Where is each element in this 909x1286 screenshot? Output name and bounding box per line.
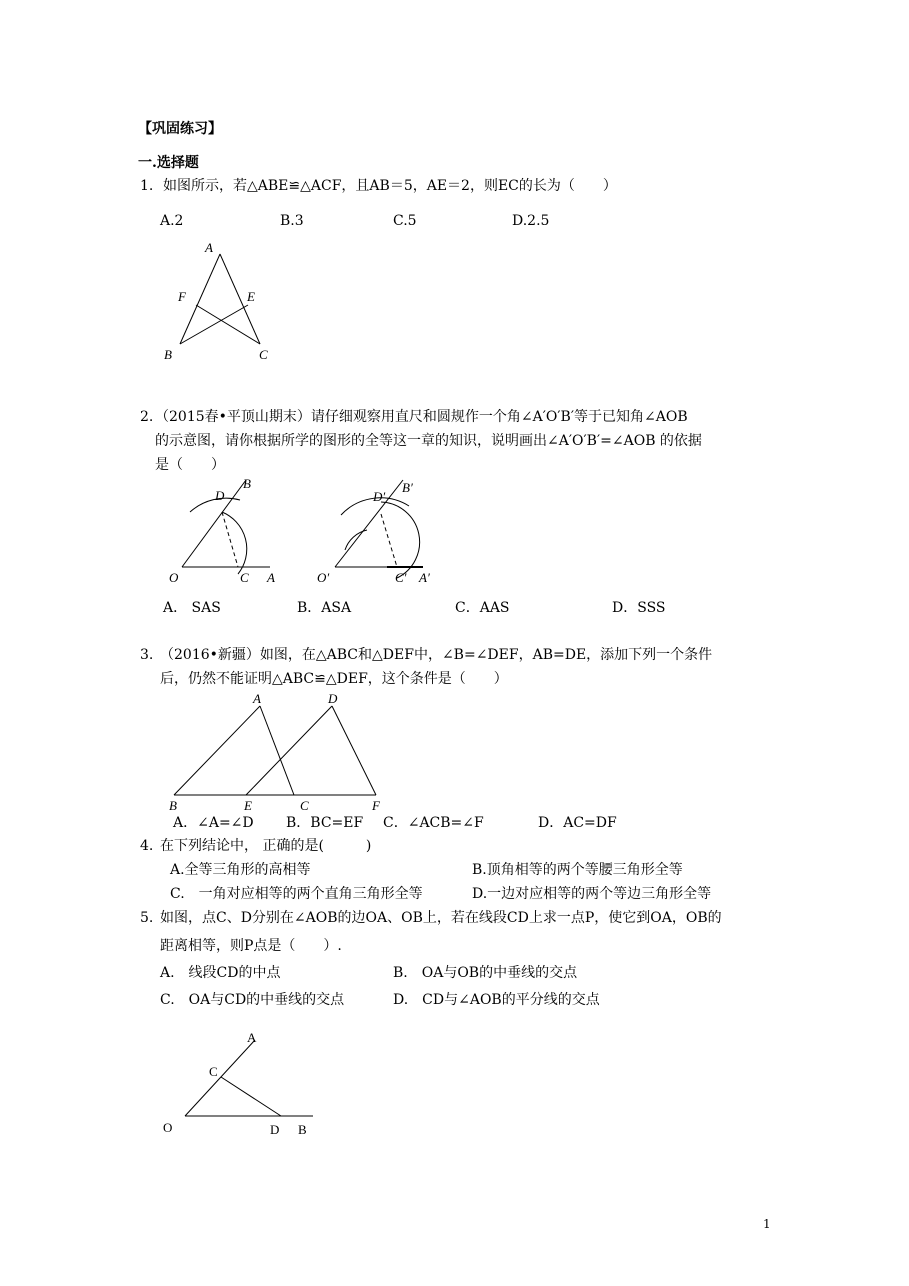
q3-figure xyxy=(160,688,400,816)
q4-option-a: A.全等三角形的高相等 xyxy=(170,862,311,878)
q2-right-label-b: B′ xyxy=(402,480,413,495)
q2-option-d: D．SSS xyxy=(612,600,666,616)
page-number: 1 xyxy=(763,1217,771,1231)
q1-option-b: B.3 xyxy=(280,213,304,229)
q2-right-label-a: A′ xyxy=(419,570,430,585)
q5-label-a: A xyxy=(247,1030,257,1045)
q2-option-a: A． SAS xyxy=(163,600,221,616)
q5-label-o: O xyxy=(163,1120,173,1135)
q1-stem: 如图所示，若△ABE≌△ACF，且AB＝5，AE＝2，则EC的长为（ ） xyxy=(163,178,617,194)
q2-left-label-o: O xyxy=(169,570,179,585)
q5-label-c: C xyxy=(209,1064,218,1079)
q2-option-c: C．AAS xyxy=(455,600,510,616)
q3-label-b: B xyxy=(169,798,177,813)
q4-stem: 在下列结论中， 正确的是( ) xyxy=(160,838,372,854)
q4-option-d: D.一边对应相等的两个等边三角形全等 xyxy=(472,886,712,902)
q2-right-label-d: D′ xyxy=(373,489,386,504)
q3-label-e: E xyxy=(244,798,252,813)
q2-left-label-a: A xyxy=(267,570,275,585)
q3-option-b: B．BC=EF xyxy=(286,815,364,831)
q4-option-c: C. 一角对应相等的两个直角三角形全等 xyxy=(170,886,423,902)
q2-left-label-b: B xyxy=(243,476,251,491)
q2-line3: 是（ ） xyxy=(155,457,225,473)
q3-line1: （2016•新疆）如图，在△ABC和△DEF中，∠B=∠DEF，AB=DE，添加下列一个条件 xyxy=(160,647,713,663)
q1-label-b: B xyxy=(164,347,172,362)
q3-option-d: D．AC=DF xyxy=(538,815,617,831)
q3-label-f: F xyxy=(372,798,380,813)
q1-label-a: A xyxy=(205,240,213,255)
q5-option-d: D. CD与∠AOB的平分线的交点 xyxy=(393,992,600,1008)
q5-line1: 如图，点C、D分别在∠AOB的边OA、OB上，若在线段CD上求一点P，使它到OA，OB的 xyxy=(160,910,722,926)
q5-label-d: D xyxy=(270,1122,280,1137)
q3-label-d: D xyxy=(328,691,338,706)
q2-left-label-c: C xyxy=(240,570,249,585)
q1-label-e: E xyxy=(247,289,255,304)
q1-option-d: D.2.5 xyxy=(512,213,550,229)
q2-left-label-d: D xyxy=(215,488,225,503)
q5-option-b: B. OA与OB的中垂线的交点 xyxy=(393,965,578,981)
q2-figure-left xyxy=(160,470,290,590)
q4-number: 4. xyxy=(140,838,154,854)
q1-label-f: F xyxy=(178,289,186,304)
q5-option-a: A. 线段CD的中点 xyxy=(160,965,281,981)
q3-option-a: A．∠A=∠D xyxy=(173,815,254,831)
q2-right-label-c: C′ xyxy=(395,570,407,585)
q1-option-a: A.2 xyxy=(160,213,184,229)
q1-label-c: C xyxy=(259,347,268,362)
q2-line2: 的示意图，请你根据所学的图形的全等这一章的知识，说明画出∠A′O′B′=∠AOB 的依据 xyxy=(155,433,702,449)
q1-figure xyxy=(150,232,290,372)
q2-figure-right xyxy=(305,470,455,590)
q5-number: 5. xyxy=(140,910,154,926)
q5-label-b: B xyxy=(298,1122,307,1137)
q5-figure xyxy=(155,1020,325,1145)
q5-option-c: C. OA与CD的中垂线的交点 xyxy=(160,992,345,1008)
q3-label-a: A xyxy=(253,691,261,706)
q3-number: 3. xyxy=(140,647,154,663)
q1-option-c: C.5 xyxy=(393,213,417,229)
q2-line1: （2015春•平顶山期末）请仔细观察用直尺和圆规作一个角∠A′O′B′等于已知角∠AOB xyxy=(155,409,688,425)
q3-line2: 后，仍然不能证明△ABC≌△DEF，这个条件是（ ） xyxy=(160,671,508,687)
q2-option-b: B．ASA xyxy=(297,600,352,616)
section-heading: 一.选择题 xyxy=(138,155,199,171)
q3-label-c: C xyxy=(300,798,309,813)
q1-number: 1. xyxy=(140,178,154,194)
q5-line2: 距离相等，则P点是（ ）. xyxy=(160,938,342,954)
section-title: 【巩固练习】 xyxy=(138,121,222,137)
q2-right-label-o: O′ xyxy=(317,570,330,585)
q4-option-b: B.顶角相等的两个等腰三角形全等 xyxy=(472,862,683,878)
q3-option-c: C．∠ACB=∠F xyxy=(383,815,484,831)
q2-number: 2. xyxy=(140,409,154,425)
